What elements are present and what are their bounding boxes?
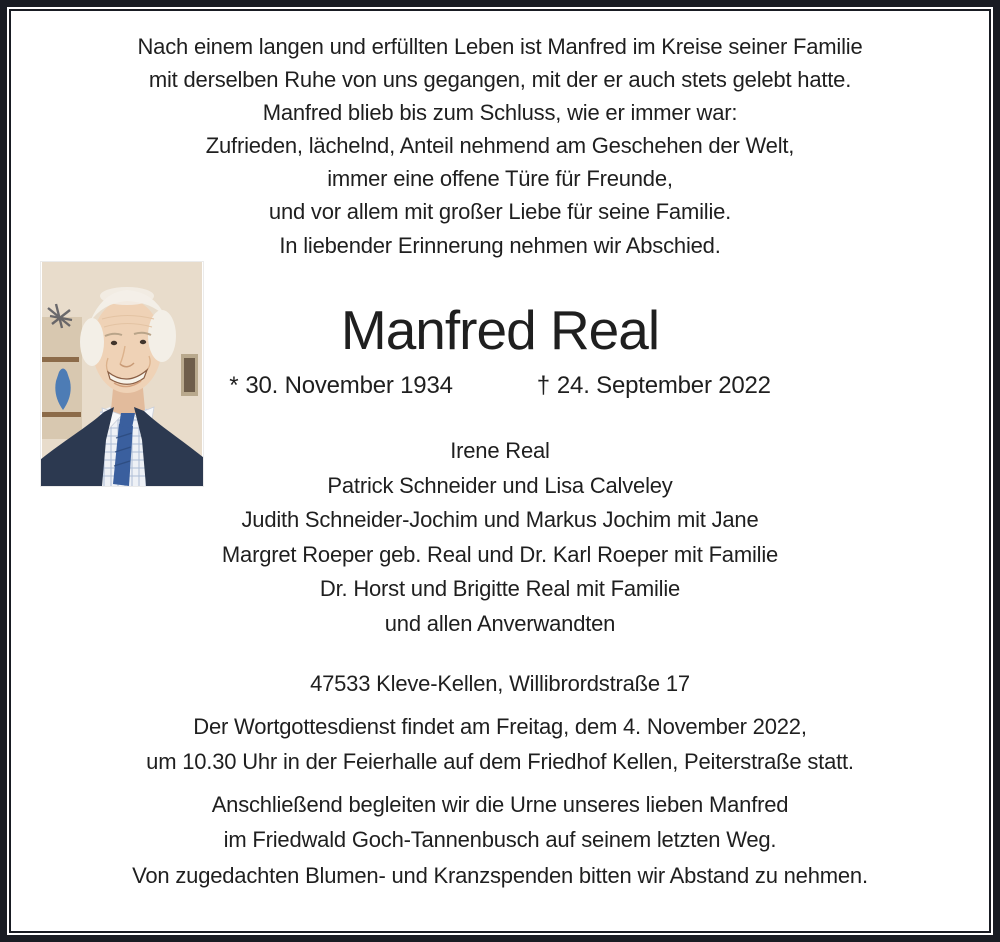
service-line-1: Der Wortgottesdienst findet am Freitag, dem 4. November 2022,	[193, 714, 807, 739]
mourners-list	[0, 434, 1000, 641]
urn-line-1: Anschließend begleiten wir die Urne unseres lieben Manfred	[211, 792, 789, 817]
opening-line-5: immer eine offene Türe für Freunde,	[327, 166, 673, 191]
mourner-line-6: und allen Anverwandten	[384, 610, 616, 636]
death-date	[537, 372, 771, 400]
mourner-line-3: Judith Schneider-Jochim und Markus Jochim mit Jane	[241, 507, 759, 532]
service-line-2: um 10.30 Uhr in der Feierhalle auf dem Friedhof Kellen, Peiterstraße statt.	[146, 749, 854, 774]
birth-date-text: 30. November 1934	[245, 372, 453, 399]
opening-line-4: Zufrieden, lächelnd, Anteil nehmend am Geschehen der Welt,	[205, 133, 795, 158]
mourner-line-4: Margret Roeper geb. Real und Dr. Karl Roeper mit Familie	[221, 541, 779, 567]
mourner-line-5: Dr. Horst und Brigitte Real mit Familie	[319, 576, 681, 601]
opening-line-1: Nach einem langen und erfüllten Leben ist Manfred im Kreise seiner Familie	[137, 34, 863, 59]
death-date-text: 24. September 2022	[556, 372, 771, 399]
deceased-name: Manfred Real	[340, 299, 660, 361]
mourner-line-1: Irene Real	[450, 438, 550, 463]
urn-line-2: im Friedwald Goch-Tannenbusch auf seinem letzten Weg.	[223, 827, 777, 852]
address-line: 47533 Kleve-Kellen, Willibrordstraße 17	[310, 671, 690, 696]
mourner-line-2: Patrick Schneider und Lisa Calveley	[327, 472, 673, 498]
opening-line-3: Manfred blieb bis zum Schluss, wie er immer war:	[262, 100, 738, 125]
service-info	[0, 709, 1000, 779]
farewell-line: In liebender Erinnerung nehmen wir Abschied.	[279, 233, 721, 258]
opening-line-2: mit derselben Ruhe von uns gegangen, mit der er auch stets gelebt hatte.	[148, 67, 852, 92]
birth-date	[229, 372, 453, 400]
opening-line-6: und vor allem mit großer Liebe für seine Familie.	[268, 199, 732, 224]
birth-star-symbol: *	[229, 372, 239, 399]
life-dates	[0, 372, 1000, 400]
urn-procession-info	[0, 787, 1000, 857]
donations-note: Von zugedachten Blumen- und Kranzspenden bitten wir Abstand zu nehmen.	[132, 863, 868, 888]
death-cross-symbol: †	[536, 372, 550, 399]
opening-text	[0, 30, 1000, 228]
